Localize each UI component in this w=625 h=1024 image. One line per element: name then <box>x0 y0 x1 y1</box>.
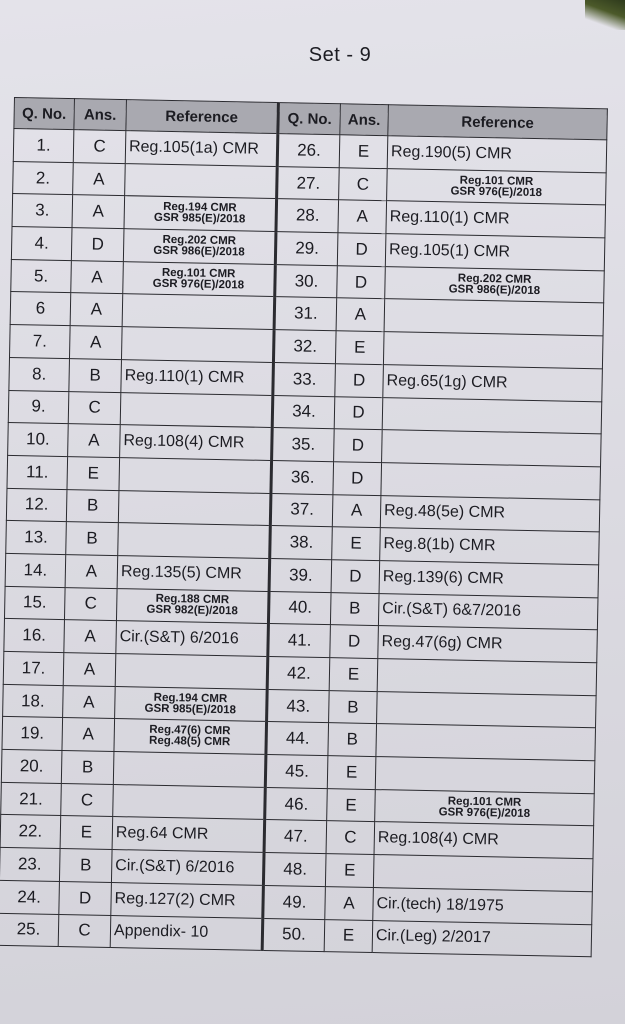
reference-cell <box>376 724 596 761</box>
answer-letter: A <box>63 653 116 687</box>
answer-letter: E <box>324 919 373 953</box>
answer-letter: D <box>334 429 383 463</box>
reference-line: GSR 976(E)/2018 <box>438 805 531 820</box>
reference-cell <box>377 691 597 728</box>
reference-cell <box>115 686 268 722</box>
answer-letter: D <box>331 560 380 594</box>
reference-cell <box>383 332 603 369</box>
answer-letter: A <box>64 620 117 654</box>
reference-cell <box>123 261 276 297</box>
question-number: 20. <box>1 749 62 783</box>
answer-letter: B <box>329 690 378 724</box>
question-number: 11. <box>7 455 68 489</box>
answer-letter: A <box>336 298 385 332</box>
answer-letter: D <box>333 462 382 496</box>
question-number: 37. <box>270 493 333 527</box>
answer-rows <box>0 129 607 957</box>
reference-line: GSR 976(E)/2018 <box>152 277 245 292</box>
reference-cell <box>114 719 267 755</box>
answer-letter: C <box>326 821 375 855</box>
reference-cell: Reg.110(1) CMR <box>121 359 274 395</box>
answer-letter: B <box>69 358 122 392</box>
answer-letter: A <box>73 162 126 196</box>
answer-letter: E <box>60 816 113 850</box>
reference-cell: Cir.(S&T) 6&7/2016 <box>378 593 598 630</box>
reference-cell: Reg.139(6) CMR <box>379 561 599 598</box>
header-q-no: Q. No. <box>14 98 75 130</box>
answer-letter: A <box>338 200 387 234</box>
question-number: 44. <box>266 722 329 756</box>
reference-cell: Appendix- 10 <box>110 915 263 951</box>
reference-line: Reg.188 CMR <box>155 593 230 607</box>
reference-line: Reg.47(6) CMR <box>149 723 231 738</box>
question-number: 34. <box>272 395 335 429</box>
reference-cell <box>122 294 275 330</box>
question-number: 46. <box>265 787 328 821</box>
question-number: 36. <box>271 460 334 494</box>
answer-letter: C <box>73 130 126 164</box>
reference-cell: Reg.105(1a) CMR <box>125 131 278 167</box>
answer-letter: D <box>330 625 379 659</box>
question-number: 3. <box>12 194 73 228</box>
question-number: 33. <box>273 362 336 396</box>
answer-letter: A <box>69 326 122 360</box>
reference-line: Reg.202 CMR <box>162 233 237 248</box>
reference-cell <box>125 163 278 199</box>
reference-cell: Reg.105(1) CMR <box>385 234 605 271</box>
reference-line: Reg.194 CMR <box>163 201 237 215</box>
question-number: 27. <box>277 166 340 200</box>
answer-letter: E <box>327 788 376 822</box>
reference-cell <box>377 659 597 696</box>
question-number: 45. <box>265 755 328 789</box>
question-number: 24. <box>0 880 59 914</box>
question-number: 50. <box>262 918 325 952</box>
header-q-no: Q. No. <box>278 103 341 135</box>
reference-cell <box>381 462 601 499</box>
reference-cell <box>375 789 595 826</box>
reference-cell: Reg.65(1g) CMR <box>383 364 603 401</box>
reference-cell <box>124 196 277 232</box>
answer-letter: A <box>332 494 381 528</box>
question-number: 32. <box>273 330 336 364</box>
reference-line: Reg.48(5) CMR <box>148 734 231 749</box>
answer-letter: C <box>58 914 111 948</box>
question-number: 23. <box>0 847 60 881</box>
reference-line: GSR 986(E)/2018 <box>448 282 541 297</box>
reference-line: Reg.202 CMR <box>457 272 532 286</box>
reference-cell: Reg.190(5) CMR <box>387 136 607 173</box>
answer-letter: E <box>327 756 376 790</box>
reference-line: GSR 985(E)/2018 <box>153 211 246 226</box>
question-number: 42. <box>267 656 330 690</box>
reference-cell <box>118 490 271 526</box>
question-number: 25. <box>0 913 59 947</box>
answer-letter: B <box>328 723 377 757</box>
question-number: 21. <box>1 782 62 816</box>
question-number: 49. <box>263 885 326 919</box>
reference-cell <box>119 457 272 493</box>
answer-letter: D <box>334 396 383 430</box>
answer-letter: D <box>337 265 386 299</box>
reference-cell: Reg.64 CMR <box>112 817 265 853</box>
question-number: 38. <box>270 526 333 560</box>
reference-cell <box>118 523 271 559</box>
reference-cell: Cir.(tech) 18/1975 <box>373 887 593 924</box>
question-number: 22. <box>0 815 61 849</box>
question-number: 40. <box>268 591 331 625</box>
answer-key-table <box>0 97 608 957</box>
reference-line: Reg.194 CMR <box>153 691 228 705</box>
reference-cell <box>113 784 266 820</box>
answer-letter: C <box>64 587 117 621</box>
reference-cell <box>121 327 274 363</box>
question-number: 48. <box>263 853 326 887</box>
reference-cell <box>382 430 602 467</box>
question-number: 30. <box>275 264 338 298</box>
question-number: 12. <box>6 488 67 522</box>
question-number: 39. <box>269 558 332 592</box>
question-number: 4. <box>11 227 72 261</box>
answer-letter: E <box>335 331 384 365</box>
question-number: 9. <box>8 390 69 424</box>
header-ans: Ans. <box>340 104 389 136</box>
answer-letter: B <box>66 489 119 523</box>
answer-letter: C <box>339 167 388 201</box>
reference-cell <box>113 752 266 788</box>
reference-cell: Cir.(S&T) 6/2016 <box>111 850 264 886</box>
question-number: 16. <box>4 619 65 653</box>
reference-cell: Reg.108(4) CMR <box>374 822 594 859</box>
question-number: 2. <box>13 161 74 195</box>
question-number: 26. <box>277 134 340 168</box>
header-ans: Ans. <box>74 99 127 131</box>
answer-letter: B <box>59 849 112 883</box>
reference-line: GSR 986(E)/2018 <box>153 244 245 259</box>
reference-line: Reg.101 CMR <box>459 174 534 188</box>
question-number: 7. <box>10 325 71 359</box>
reference-cell: Reg.48(5e) CMR <box>380 495 600 532</box>
question-number: 19. <box>2 717 63 751</box>
question-number: 8. <box>9 357 70 391</box>
page-title: Set - 9 <box>308 44 372 66</box>
header-reference: Reference <box>126 100 279 134</box>
question-number: 10. <box>8 423 69 457</box>
answer-letter: D <box>59 881 112 915</box>
reference-cell <box>116 588 269 624</box>
question-number: 31. <box>274 297 337 331</box>
question-number: 17. <box>3 651 64 685</box>
answer-letter: A <box>62 718 115 752</box>
reference-cell <box>123 229 276 265</box>
page-corner-shadow <box>585 0 625 30</box>
answer-letter: A <box>71 260 124 294</box>
reference-cell: Cir.(Leg) 2/2017 <box>372 920 592 957</box>
question-number: 1. <box>13 129 74 163</box>
question-number: 5. <box>11 259 72 293</box>
reference-cell <box>385 266 605 303</box>
answer-letter: A <box>325 886 374 920</box>
answer-letter: D <box>71 228 124 262</box>
answer-letter: C <box>68 391 121 425</box>
question-number: 47. <box>264 820 327 854</box>
answer-letter: A <box>72 195 125 229</box>
reference-cell <box>115 654 268 690</box>
reference-cell <box>375 757 595 794</box>
reference-line: GSR 985(E)/2018 <box>144 702 237 716</box>
answer-letter: E <box>339 135 388 169</box>
reference-line: Reg.101 CMR <box>161 266 236 280</box>
reference-cell <box>373 855 593 892</box>
reference-cell <box>120 392 273 428</box>
question-number: 6 <box>10 292 71 326</box>
reference-line: GSR 982(E)/2018 <box>146 604 238 618</box>
answer-letter: E <box>67 456 120 490</box>
question-number: 18. <box>3 684 64 718</box>
question-number: 35. <box>272 428 335 462</box>
answer-letter: B <box>61 751 114 785</box>
answer-letter: E <box>325 854 374 888</box>
answer-letter: B <box>330 592 379 626</box>
header-reference: Reference <box>388 105 608 140</box>
reference-cell: Reg.110(1) CMR <box>386 201 606 238</box>
reference-line: Reg.101 CMR <box>447 795 522 809</box>
reference-cell: Reg.135(5) CMR <box>117 556 270 592</box>
answer-letter: A <box>70 293 123 327</box>
reference-cell: Reg.108(4) CMR <box>120 425 273 461</box>
question-number: 15. <box>4 586 65 620</box>
answer-letter: E <box>329 658 378 692</box>
answer-letter: A <box>68 424 121 458</box>
question-number: 14. <box>5 553 66 587</box>
answer-letter: A <box>63 685 116 719</box>
reference-cell: Reg.47(6g) CMR <box>378 626 598 663</box>
question-number: 13. <box>6 521 67 555</box>
reference-line: GSR 976(E)/2018 <box>450 184 543 199</box>
reference-cell: Cir.(S&T) 6/2016 <box>116 621 269 657</box>
answer-letter: D <box>337 233 386 267</box>
answer-letter: B <box>66 522 119 556</box>
question-number: 43. <box>267 689 330 723</box>
question-number: 29. <box>275 232 338 266</box>
question-number: 28. <box>276 199 339 233</box>
question-number: 41. <box>268 624 331 658</box>
reference-cell <box>384 299 604 336</box>
answer-letter: E <box>332 527 381 561</box>
answer-letter: D <box>335 364 384 398</box>
reference-cell <box>382 397 602 434</box>
reference-cell <box>387 168 607 205</box>
answer-letter: A <box>65 555 118 589</box>
reference-cell: Reg.127(2) CMR <box>111 882 264 918</box>
reference-cell: Reg.8(1b) CMR <box>380 528 600 565</box>
answer-letter: C <box>61 783 114 817</box>
